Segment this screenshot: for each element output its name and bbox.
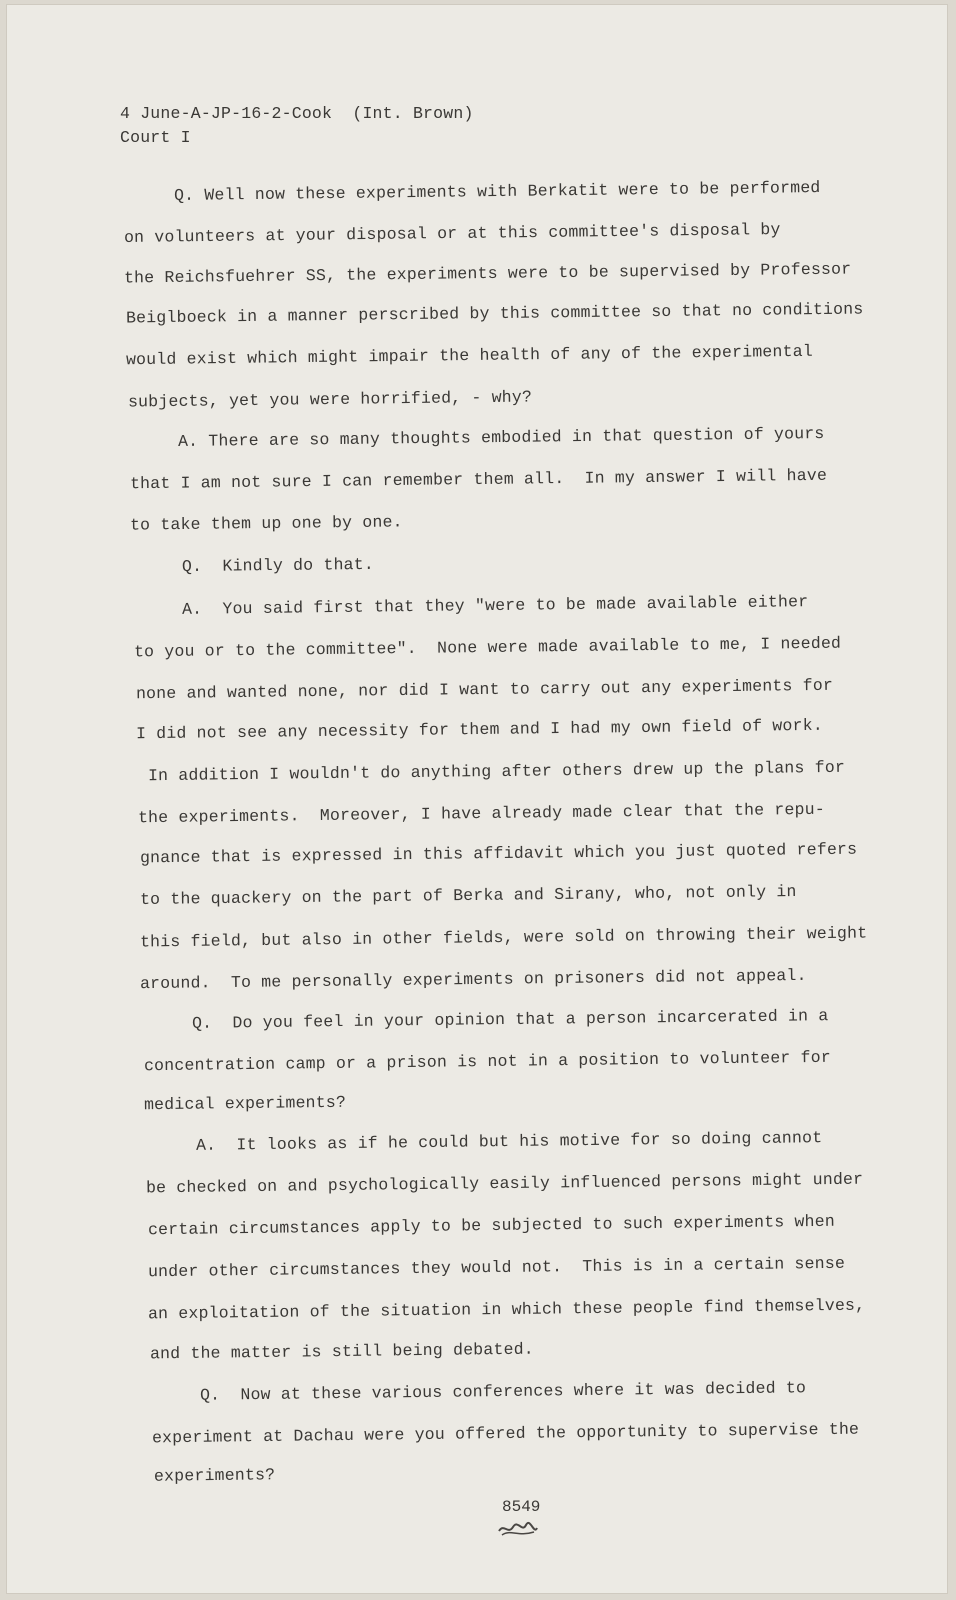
text-line: subjects, yet you were horrified, - why? xyxy=(127,387,533,412)
scribble-mark xyxy=(496,1519,540,1539)
text-line: none and wanted none, nor did I want to carry out any experiments for xyxy=(135,675,834,704)
text-line: A. There are so many thoughts embodied in that question of yours xyxy=(177,424,825,451)
text-line: Q. Kindly do that. xyxy=(181,554,375,577)
text-line: this field, but also in other fields, were sold on throwing their weight xyxy=(139,923,868,952)
text-line: to you or to the committee". None were made available to me, I needed xyxy=(133,633,842,662)
document-reference: 4 June-A-JP-16-2-Cook (Int. Brown) xyxy=(120,104,474,123)
text-line: Q. Well now these experiments with Berkatit were to be performed xyxy=(173,178,821,205)
text-line: A. It looks as if he could but his motive for so doing cannot xyxy=(195,1128,823,1155)
text-line: to the quackery on the part of Berka and Sirany, who, not only in xyxy=(139,881,797,910)
text-line: I did not see any necessity for them and I had my own field of work. xyxy=(135,715,824,744)
text-line: experiment at Dachau were you offered the opportunity to supervise the xyxy=(151,1419,860,1448)
text-line: A. You said first that they "were to be made available either xyxy=(181,592,809,619)
text-line: gnance that is expressed in this affidavit which you just quoted refers xyxy=(139,839,858,868)
text-line: Q. Now at these various conferences where it was decided to xyxy=(199,1378,807,1405)
text-line: under other circumstances they would not. This is in a certain sense xyxy=(147,1253,846,1282)
text-line: the Reichsfuehrer SS, the experiments were to be supervised by Professor xyxy=(123,259,852,288)
page-number: 8549 xyxy=(502,1498,541,1516)
text-line: around. To me personally experiments on prisoners did not appeal. xyxy=(139,965,807,994)
text-line: the experiments. Moreover, I have already made clear that the repu- xyxy=(137,799,826,828)
text-line: on volunteers at your disposal or at this committee's disposal by xyxy=(123,219,781,248)
document-page xyxy=(6,4,948,1594)
text-line: experiments? xyxy=(153,1465,276,1486)
text-line: certain circumstances apply to be subjected to such experiments when xyxy=(147,1211,836,1240)
text-line: In addition I wouldn't do anything after others drew up the plans for xyxy=(147,757,846,786)
court-label: Court I xyxy=(120,128,191,147)
text-line: medical experiments? xyxy=(143,1092,347,1115)
text-line: Beiglboeck in a manner perscribed by this committee so that no conditions xyxy=(125,299,864,328)
text-line: Q. Do you feel in your opinion that a person incarcerated in a xyxy=(191,1006,829,1033)
text-line: concentration camp or a prison is not in a position to volunteer for xyxy=(143,1047,832,1076)
text-line: that I am not sure I can remember them all. In my answer I will have xyxy=(129,465,828,494)
text-line: be checked on and psychologically easily influenced persons might under xyxy=(145,1169,864,1198)
text-line: would exist which might impair the health of any of the experimental xyxy=(125,341,814,370)
text-line: an exploitation of the situation in which these people find themselves, xyxy=(147,1295,866,1324)
text-line: and the matter is still being debated. xyxy=(149,1339,534,1364)
text-line: to take them up one by one. xyxy=(129,512,403,535)
